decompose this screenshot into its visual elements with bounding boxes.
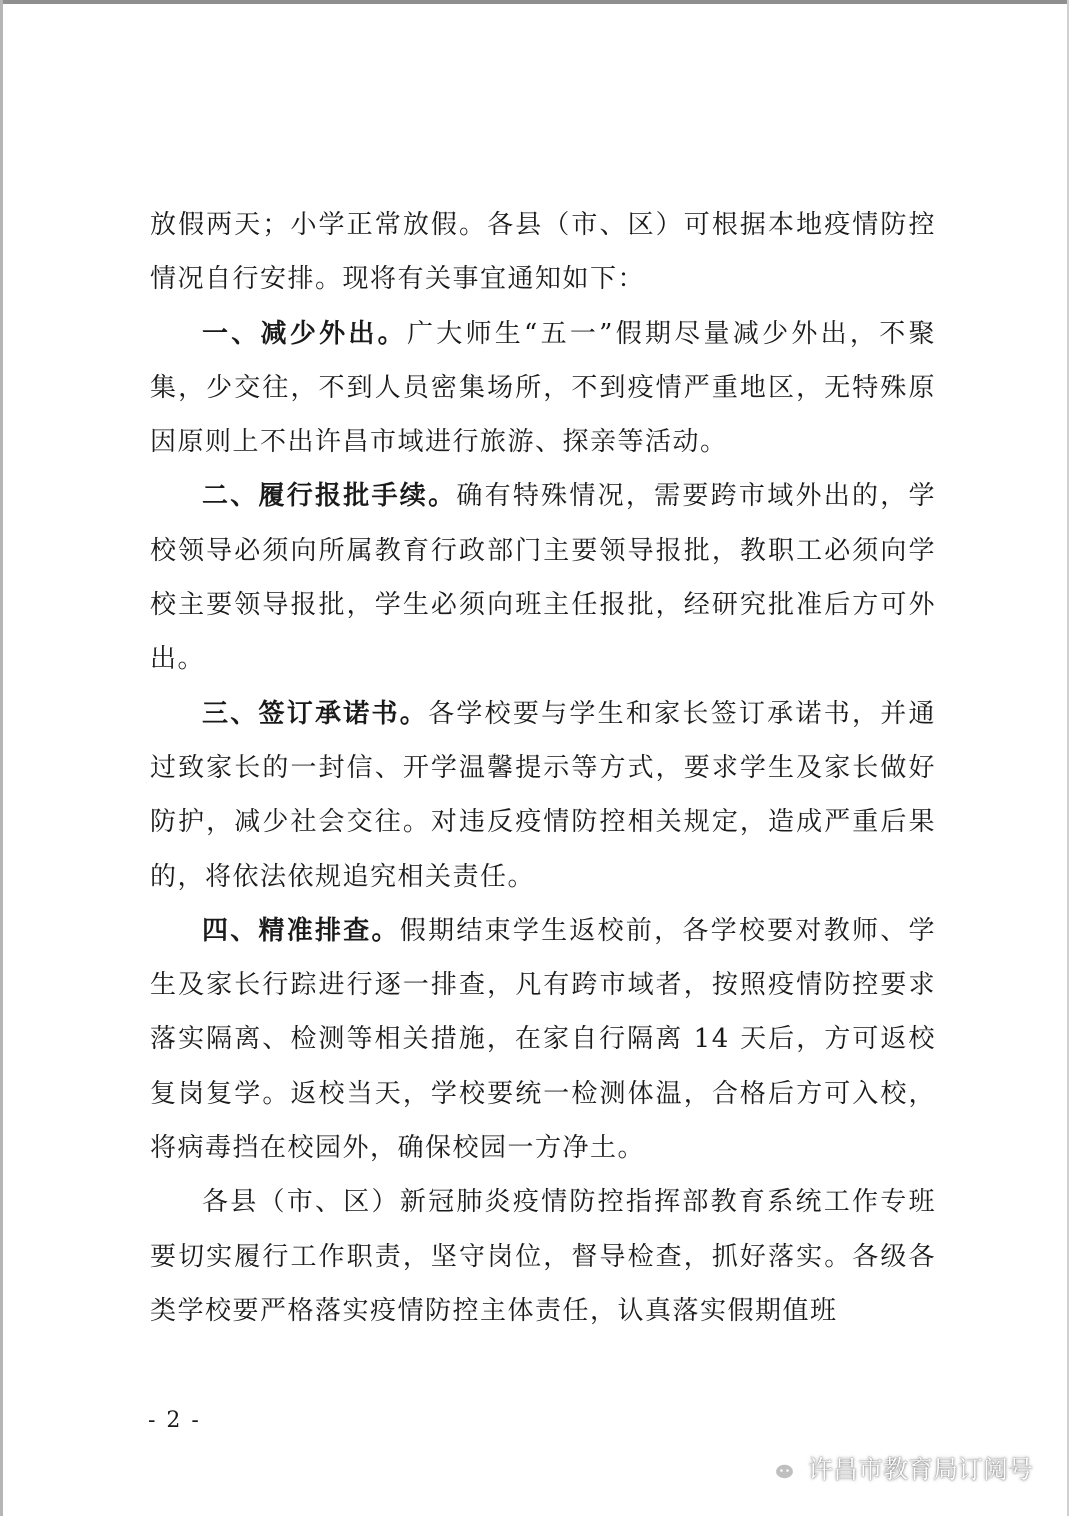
intro-paragraph: 放假两天；小学正常放假。各县（市、区）可根据本地疫情防控情况自行安排。现将有关事宜通知如下： xyxy=(150,210,936,295)
closing-paragraph: 各县（市、区）新冠肺炎疫情防控指挥部教育系统工作专班要切实履行工作职责，坚守岗位，督导检查，抓好落实。各级各类学校要严格落实疫情防控主体责任，认真落实假期值班 xyxy=(150,1187,936,1326)
section-3-text: 各学校要与学生和家长签订承诺书，并通过致家长的一封信、开学温馨提示等方式，要求学生及家长做好防护，减少社会交往。对违反疫情防控相关规定，造成严重后果的，将依法依规追究相关责任。 xyxy=(150,698,936,892)
section-3-heading: 三、签订承诺书。 xyxy=(202,698,429,729)
section-2-paragraph xyxy=(150,469,936,686)
section-4-paragraph xyxy=(150,904,936,1175)
document-body xyxy=(150,198,936,1338)
section-4-text: 假期结束学生返校前，各学校要对教师、学生及家长行踪进行逐一排查，凡有跨市域者，按照疫情防控要求落实隔离、检测等相关措施，在家自行隔离 14 天后，方可返校复岗复学。返校当天，学校要统一检测体温，合格后方可入校，将病毒挡在校园外，确保校园一方净土。 xyxy=(150,915,936,1164)
section-3-paragraph xyxy=(150,687,936,904)
section-1-paragraph xyxy=(150,307,936,470)
section-1-heading: 一、减少外出。 xyxy=(202,318,407,349)
watermark xyxy=(762,1448,1033,1488)
page-number: - 2 - xyxy=(148,1408,201,1433)
page-top-border xyxy=(0,0,1069,4)
section-4-heading: 四、精准排查。 xyxy=(202,915,400,946)
wechat-icon xyxy=(762,1453,796,1483)
page-left-border xyxy=(0,0,3,1516)
section-1-text: 广大师生“五一”假期尽量减少外出，不聚集，少交往，不到人员密集场所，不到疫情严重地区，无特殊原因原则上不出许昌市域进行旅游、探亲等活动。 xyxy=(150,318,936,458)
watermark-text: 许昌市教育局订阅号 xyxy=(807,1455,1033,1484)
section-2-text: 确有特殊情况，需要跨市域外出的，学校领导必须向所属教育行政部门主要领导报批，教职工必须向学校主要领导报批，学生必须向班主任报批，经研究批准后方可外出。 xyxy=(150,481,936,675)
section-2-heading: 二、履行报批手续。 xyxy=(202,481,457,512)
